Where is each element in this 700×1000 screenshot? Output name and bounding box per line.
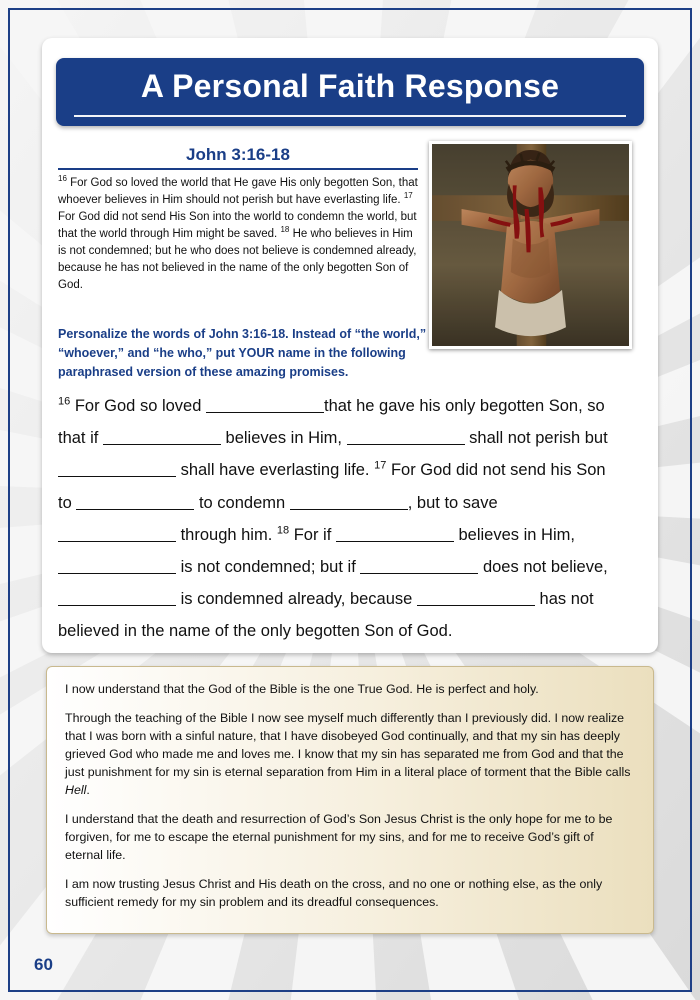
personalize-instruction: Personalize the words of John 3:16-18. Instead of “the world,” “whoever,” and “he who,” put YOUR name in the following paraphrased version of these amazing promises. [58,327,427,379]
paraphrase-text-10: For if [289,525,336,544]
scripture-heading-underline [58,168,418,170]
name-blank-3[interactable] [347,427,465,445]
crucifixion-illustration [429,141,632,349]
name-blank-11[interactable] [58,588,176,606]
statement-1: I now understand that the God of the Bible is the one True God. He is perfect and holy. [65,682,539,696]
verse-text-17: For God did not send His Son into the world to condemn the world, but that the world through Him might be saved. [58,211,417,241]
name-blank-1[interactable] [206,395,324,413]
name-blank-2[interactable] [103,427,221,445]
paraphrase-text-3: believes in Him, [220,429,347,448]
name-blank-8[interactable] [336,523,454,541]
paraphrase-text-6: For God did not send his Son to [58,461,606,512]
verse-text-18: He who believes in Him is not condemned; but he who does not believe is condemned already, because he has not believed in the name of the only begotten Son of God. [58,228,417,292]
statement-4: I am now trusting Jesus Christ and His death on the cross, and no one or nothing else, as the only sufficient remedy for my sin problem and its dreadful consequences. [65,876,603,909]
paraphrase-text-2: that he gave his only begotten Son, so that if [58,397,605,448]
statement-2 [65,710,635,800]
crucifixion-illustration-art [432,144,629,346]
name-blank-4[interactable] [58,459,176,477]
name-blank-12[interactable] [417,588,535,606]
paraphrase-text-4: shall not perish but [464,429,608,448]
paraphrase-text-8: , but to save [407,493,498,512]
name-blank-9[interactable] [58,556,176,574]
paraphrase-text-9: through him. [176,525,277,544]
name-blank-7[interactable] [58,523,176,541]
verse-marker-17: 17 [403,191,413,201]
paraphrase-text-14: is condemned already, because [176,590,417,609]
faith-statements-card [46,666,654,934]
paraphrase-text-13: does not believe, [478,557,608,576]
page-title-banner [56,58,644,126]
paraphrase-fill-in [58,390,618,647]
paraphrase-marker-18: 18 [276,524,290,537]
statement-3: I understand that the death and resurrection of God’s Son Jesus Christ is the only hope for me to be forgiven, for me to escape the eternal punishment for my sins, and for me to receive God’s gift of eternal life. [65,811,613,862]
paraphrase-marker-16: 16 [58,395,71,408]
paraphrase-text-11: believes in Him, [453,525,575,544]
paraphrase-marker-17: 17 [374,459,387,472]
name-blank-10[interactable] [360,556,478,574]
verse-marker-18: 18 [280,225,290,235]
verse-text-16: For God so loved the world that He gave His only begotten Son, that whoever believes in Him should not perish but have everlasting life. [58,177,418,207]
italic-term: Hell [65,782,87,797]
name-blank-6[interactable] [290,491,408,509]
name-blank-5[interactable] [76,491,194,509]
page-title: A Personal Faith Response [140,68,560,104]
scripture-reference-heading: John 3:16-18 [186,145,290,164]
paraphrase-text-7: to condemn [194,493,290,512]
paraphrase-text-15: has not believed in the name of the only begotten Son of God. [58,590,594,641]
paraphrase-text-12: is not condemned; but if [176,557,361,576]
statement-2-text: Through the teaching of the Bible I now see myself much differently than I previously did. I now realize that I was born with a sinful nature, that I have disobeyed God continually, and that my sin has deeply grieved God who made me and loves me. I know that my sin has separated me from God and that the just punishment for my sin is eternal separation from Him in a literal place of torment that the Bible calls Hell. [65,710,631,797]
title-underline [74,115,626,117]
page-number: 60 [34,955,53,974]
scripture-passage [58,175,418,294]
paraphrase-text-1: For God so loved [70,397,206,415]
verse-marker-16: 16 [58,174,67,184]
paraphrase-text-5: shall have everlasting life. [176,461,375,480]
